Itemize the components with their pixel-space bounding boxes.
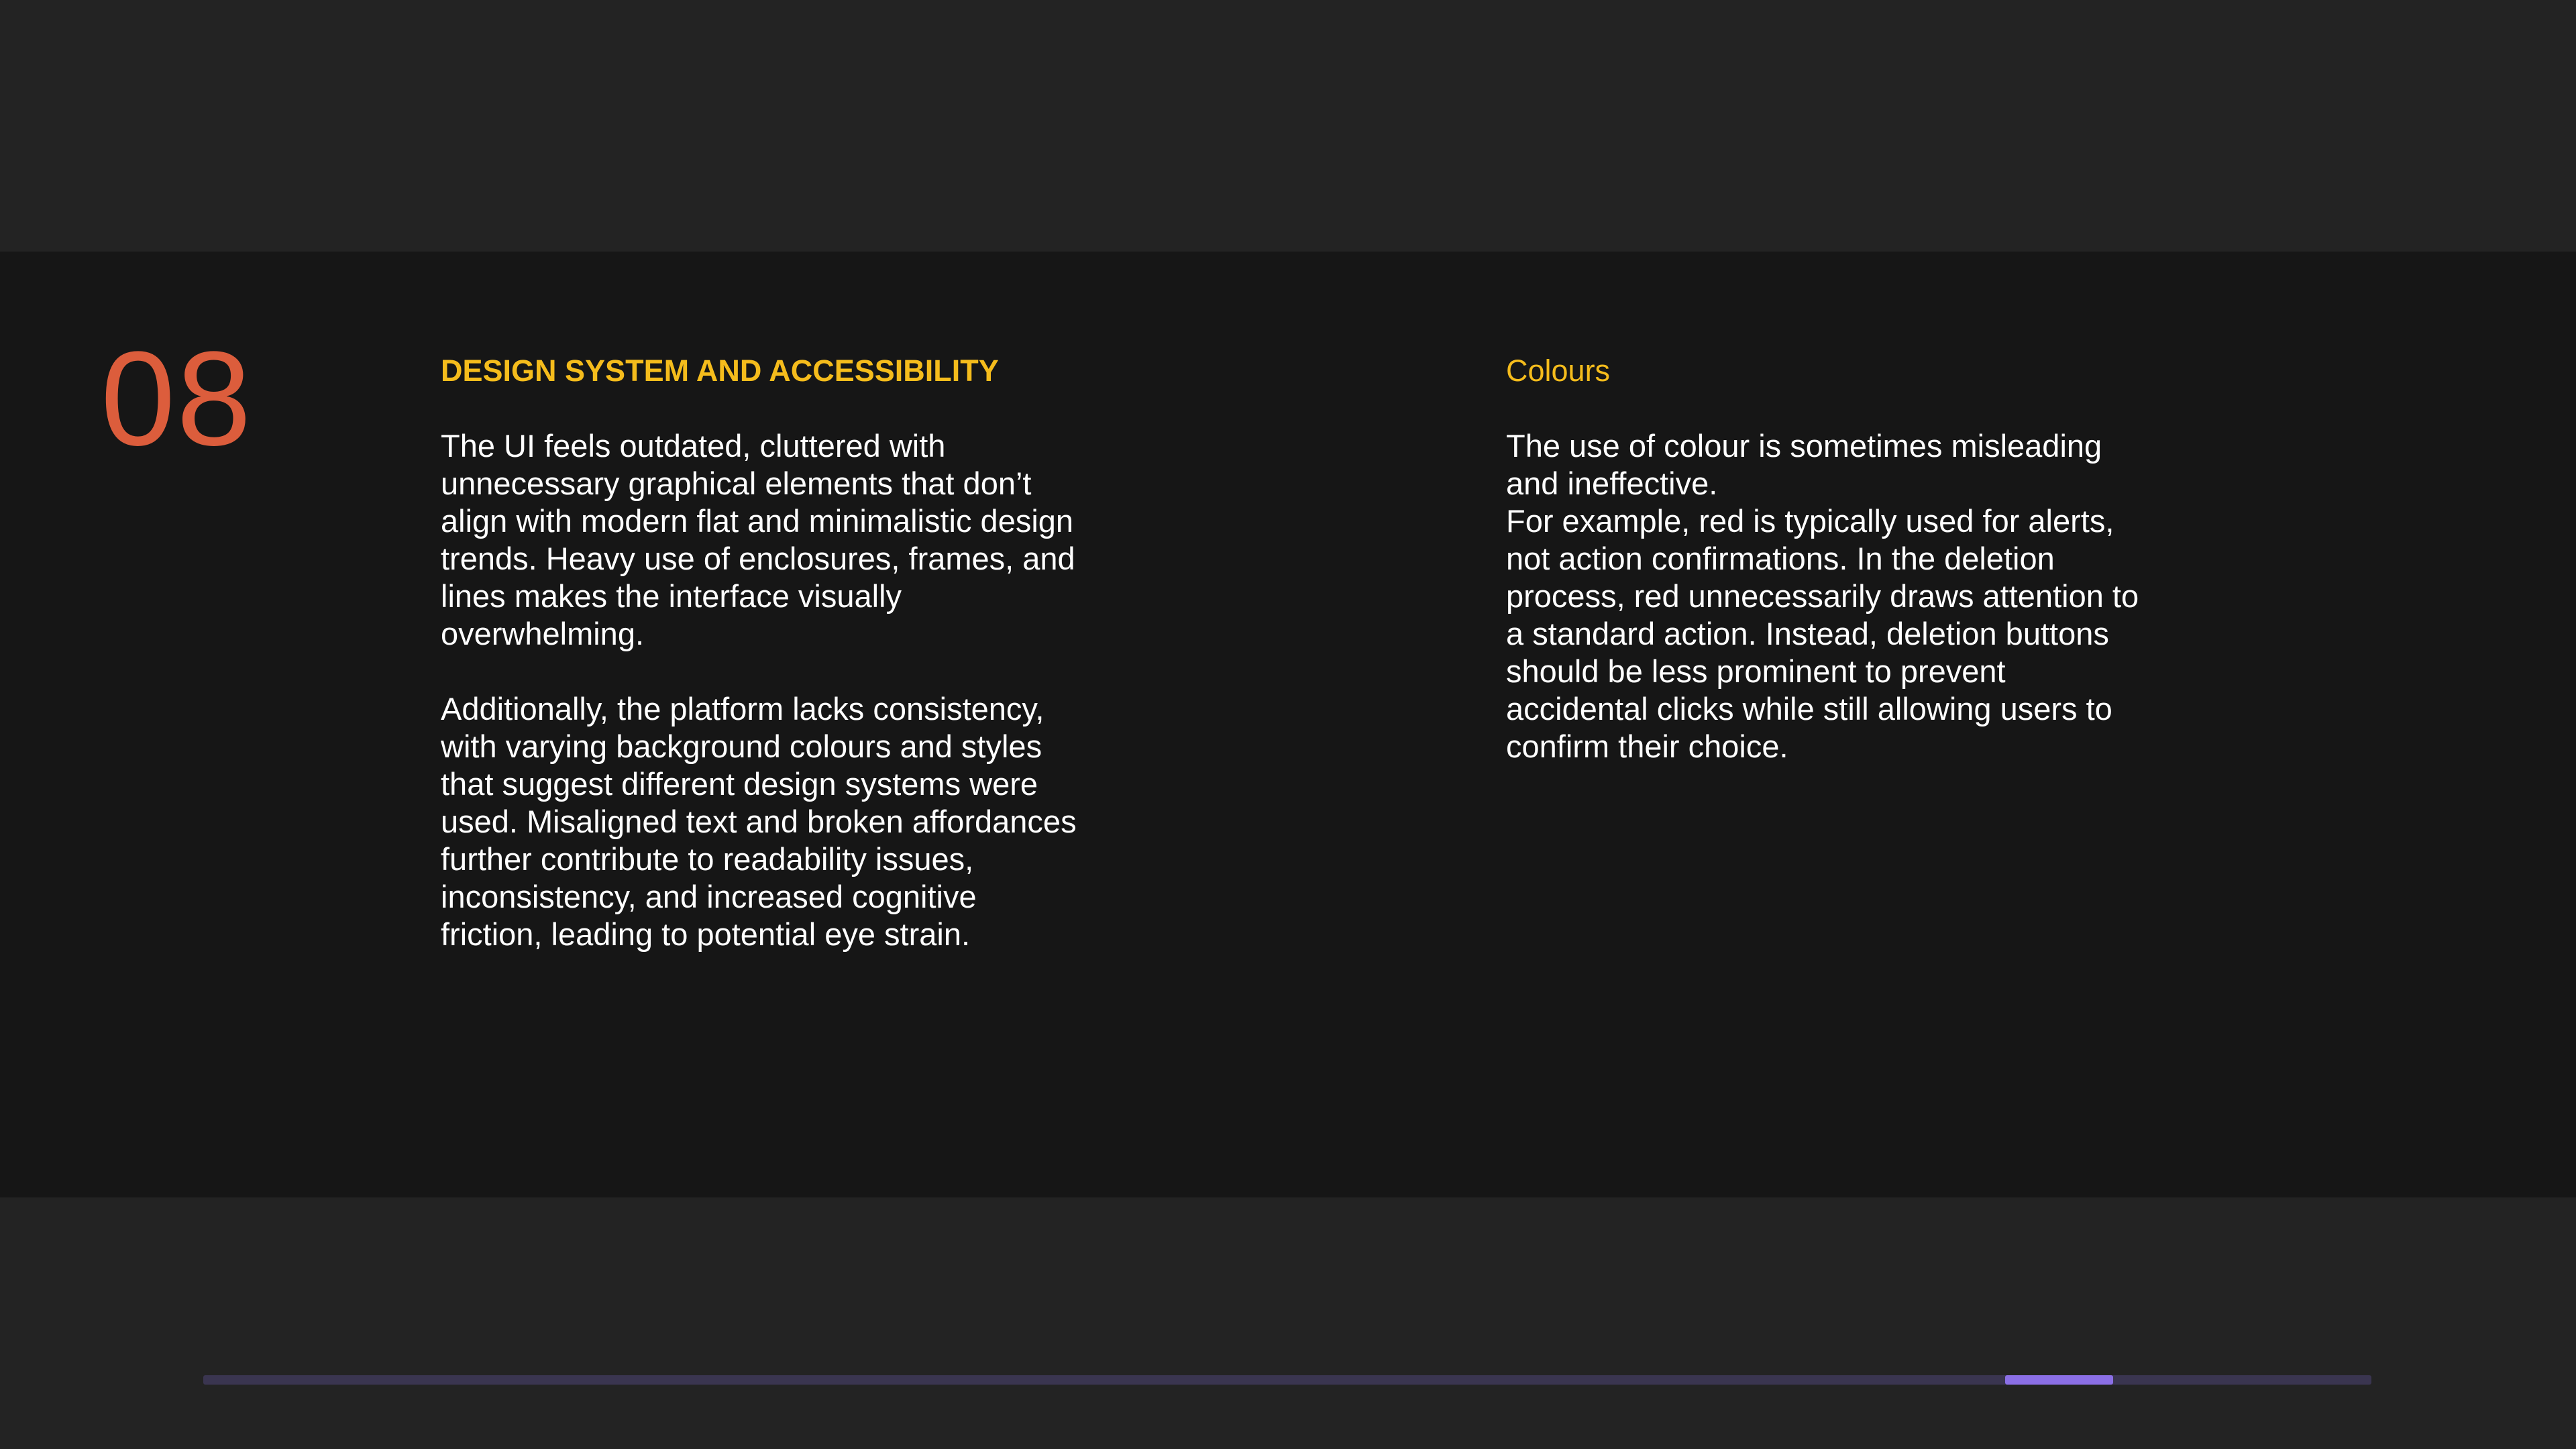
design-system-paragraph-1: The UI feels outdated, cluttered with unnecessary graphical elements that don’t align with modern flat and minimalistic design trends. Heavy use of enclosures, frames, and lines makes the interface visually overwhelming. — [441, 428, 1075, 651]
colours-paragraph-2: For example, red is typically used for alerts, not action confirmations. In the deletion process, red unnecessarily draws attention to a standard action. Instead, deletion buttons should be less prominent to prevent accidental clicks while still allowing users to confirm their choice. — [1506, 503, 2139, 764]
design-system-column — [441, 352, 1085, 953]
presentation-progress-bar[interactable] — [203, 1375, 2371, 1385]
top-letterbox — [0, 0, 2576, 252]
colours-heading: Colours — [1506, 354, 1611, 388]
colours-paragraph-1: The use of colour is sometimes misleading and ineffective. — [1506, 428, 2102, 501]
progress-indicator[interactable] — [2005, 1375, 2114, 1385]
section-number: 08 — [101, 324, 253, 474]
design-system-paragraph-2: Additionally, the platform lacks consistency, with varying background colours and styles that suggest different design systems were used. Misaligned text and broken affordances further contribute to readability issues, inconsistency, and increased cognitive friction, leading to potential eye strain. — [441, 691, 1077, 952]
bottom-letterbox — [0, 1197, 2576, 1449]
colours-column — [1506, 352, 2150, 765]
design-system-heading: DESIGN SYSTEM AND ACCESSIBILITY — [441, 354, 999, 388]
slide — [0, 252, 2576, 1197]
